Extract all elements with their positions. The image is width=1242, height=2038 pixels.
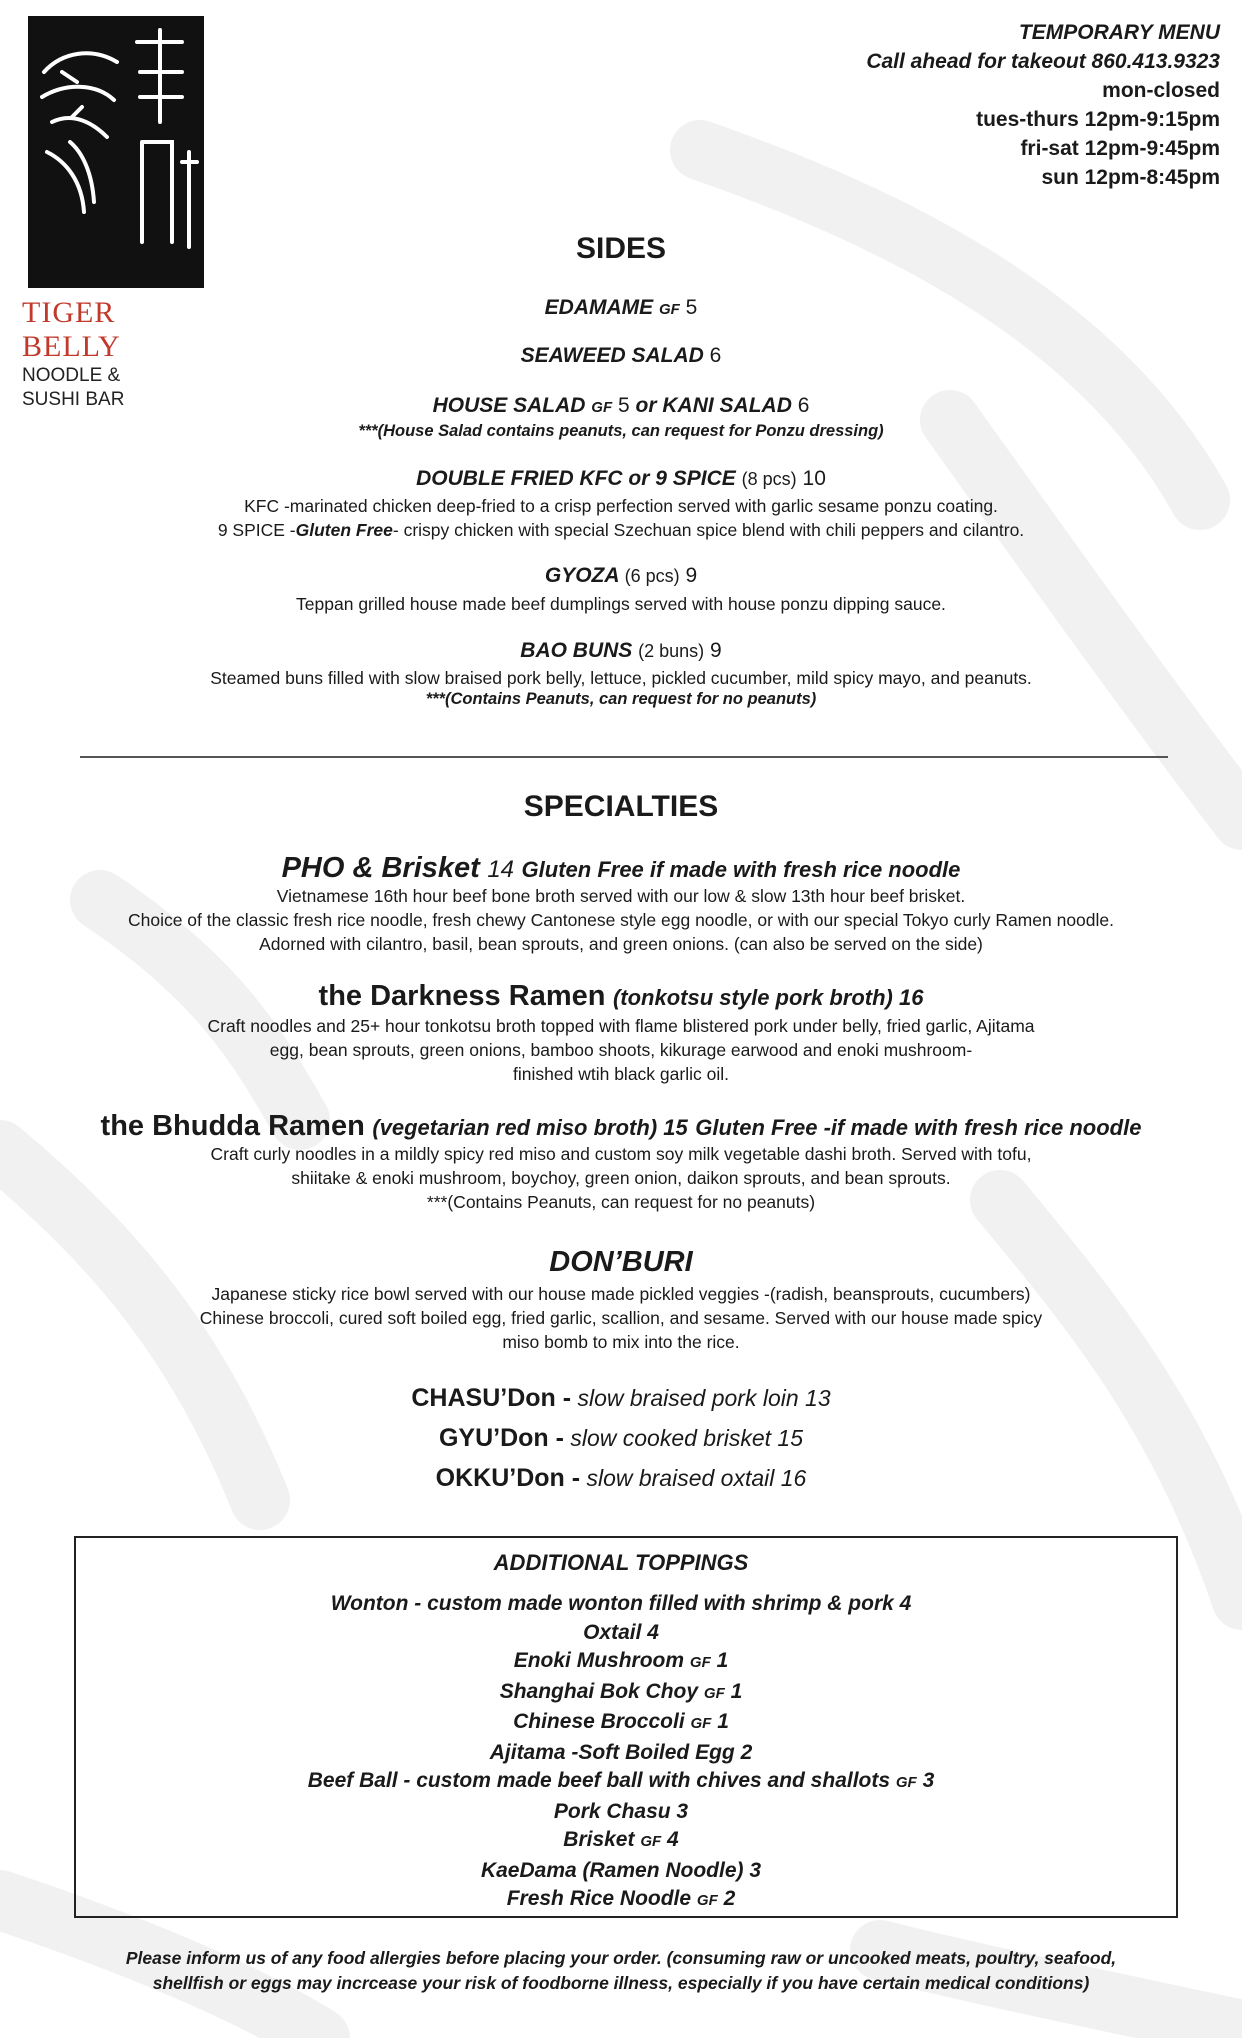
donburi-option: [0, 1384, 1242, 1413]
topping-item: [0, 1767, 1242, 1798]
topping-price: 1: [730, 1679, 743, 1703]
item-subtitle: (vegetarian red miso broth) 15: [372, 1115, 688, 1140]
topping-text: Brisket: [563, 1828, 635, 1851]
item-description: Craft curly noodles in a mildly spicy red miso and custom soy milk vegetable dashi broth. Served with tofu,: [210, 1144, 1032, 1164]
item-description: shiitake & enoki mushroom, boychoy, green onion, daikon sprouts, and bean sprouts.: [291, 1168, 951, 1188]
item-subtitle: (tonkotsu style pork broth) 16: [612, 985, 924, 1010]
donburi-option: [0, 1464, 1242, 1493]
item-description: Japanese sticky rice bowl served with our house made pickled veggies -(radish, beansprouts, cucumbers): [211, 1284, 1031, 1304]
footer-line: shellfish or eggs may incrcease your risk of foodborne illness, especially if you have certain medical conditions): [152, 1973, 1090, 1993]
topping-text: Pork Chasu 3: [553, 1799, 689, 1823]
topping-item: [0, 1619, 1242, 1648]
topping-price: 3: [922, 1769, 935, 1792]
item-name: GYU’Don -: [438, 1424, 564, 1452]
item-price: 6: [797, 394, 810, 417]
topping-text: Shanghai Bok Choy: [499, 1679, 699, 1703]
topping-item: [0, 1647, 1242, 1678]
item-description: Choice of the classic fresh rice noodle, fresh chewy Cantonese style egg noodle, or with our special Tokyo curly Ramen noodle.: [127, 910, 1115, 930]
topping-price: 1: [717, 1710, 729, 1733]
item-description: Craft noodles and 25+ hour tonkotsu broth topped with flame blistered pork under belly, fried garlic, Ajitama: [207, 1016, 1035, 1036]
allergy-note: ***(Contains Peanuts, can request for no peanuts): [425, 690, 817, 708]
item-qty: (8 pcs): [741, 469, 797, 489]
takeout-phone: Call ahead for takeout 860.413.9323: [866, 50, 1220, 73]
menu-item-pho: [0, 852, 1242, 885]
item-price: 9: [685, 564, 698, 587]
section-divider: [80, 756, 1168, 758]
topping-item: [0, 1857, 1242, 1886]
desc-part: - crispy chicken with special Szechuan spice blend with chili peppers and cilantro.: [392, 520, 1025, 540]
menu-item-darkness-ramen: [0, 980, 1242, 1013]
item-description: slow cooked brisket 15: [570, 1425, 804, 1451]
item-qty: (6 pcs): [624, 566, 680, 586]
hours-line: tues-thurs 12pm-9:15pm: [976, 108, 1220, 131]
hours-block: [866, 18, 1220, 192]
item-price: 9: [710, 639, 722, 662]
gf-badge: GF: [658, 301, 680, 318]
gf-badge: GF: [591, 399, 613, 416]
menu-item-gyoza: [0, 564, 1242, 588]
item-description: KFC -marinated chicken deep-fried to a crisp perfection served with garlic sesame ponzu coating.: [244, 496, 998, 516]
sides-heading: SIDES: [575, 232, 667, 265]
topping-text: Beef Ball - custom made beef ball with chives and shallots: [307, 1769, 891, 1792]
or-text: or: [635, 394, 657, 417]
topping-item: [0, 1678, 1242, 1709]
topping-price: 4: [667, 1828, 679, 1851]
item-description: Teppan grilled house made beef dumplings served with house ponzu dipping sauce.: [296, 594, 946, 614]
allergy-note: ***(House Salad contains peanuts, can request for Ponzu dressing): [358, 422, 884, 440]
item-qty: (2 buns): [638, 641, 705, 661]
item-description: ***(Contains Peanuts, can request for no peanuts): [426, 1192, 816, 1212]
item-price: 14: [487, 856, 515, 883]
menu-item-bhudda-ramen: [0, 1110, 1242, 1143]
hours-line: fri-sat 12pm-9:45pm: [1020, 137, 1220, 160]
menu-item-seaweed-salad: [0, 344, 1242, 368]
topping-text: Ajitama -Soft Boiled Egg 2: [489, 1740, 753, 1764]
item-name: DOUBLE FRIED KFC or 9 SPICE: [416, 467, 736, 490]
item-name: EDAMAME: [544, 296, 654, 319]
menu-item-house-salad: [0, 394, 1242, 418]
gf-badge: GF: [895, 1774, 917, 1791]
item-name: CHASU’Don -: [411, 1384, 572, 1412]
gf-badge: GF: [703, 1684, 725, 1702]
menu-notice: TEMPORARY MENU: [1018, 21, 1220, 44]
topping-price: 2: [723, 1887, 736, 1910]
desc-part: 9 SPICE -: [217, 520, 296, 540]
item-price: 10: [802, 467, 826, 490]
topping-price: 1: [716, 1649, 729, 1672]
item-description: finished wtih black garlic oil.: [513, 1064, 729, 1084]
specialties-heading: SPECIALTIES: [523, 790, 719, 823]
item-price: 5: [685, 296, 698, 319]
footer-line: Please inform us of any food allergies before placing your order. (consuming raw or uncooked meats, poultry, seafood,: [125, 1948, 1117, 1968]
topping-text: Oxtail 4: [583, 1620, 659, 1644]
item-name: KANI SALAD: [662, 394, 792, 417]
topping-text: Fresh Rice Noodle: [506, 1887, 692, 1910]
item-price: 5: [617, 394, 630, 417]
item-name: BAO BUNS: [520, 639, 633, 662]
item-name: OKKU’Don -: [435, 1464, 581, 1492]
topping-item: [0, 1590, 1242, 1619]
item-name: GYOZA: [544, 564, 619, 587]
item-description: Adorned with cilantro, basil, bean sprouts, and green onions. (can also be served on the side): [259, 934, 983, 954]
item-description: [0, 518, 1242, 542]
brand-subtitle: NOODLE & SUSHI BAR: [22, 365, 125, 410]
item-name: PHO & Brisket: [281, 852, 480, 884]
desc-gluten-free: Gluten Free: [295, 520, 393, 540]
item-name: DON’BURI: [549, 1246, 693, 1278]
gf-note: Gluten Free if made with fresh rice noodle: [521, 857, 961, 882]
toppings-list: [0, 1590, 1242, 1916]
hours-line: mon-closed: [1102, 79, 1220, 102]
donburi-option: [0, 1424, 1242, 1453]
item-description: slow braised pork loin 13: [577, 1385, 831, 1411]
topping-item: [0, 1739, 1242, 1768]
item-name: SEAWEED SALAD: [520, 344, 704, 367]
item-name: HOUSE SALAD: [432, 394, 586, 417]
gf-note: Gluten Free -if made with fresh rice noodle: [695, 1115, 1142, 1140]
item-price: 6: [709, 344, 722, 367]
menu-item-donburi: [0, 1246, 1242, 1279]
item-description: egg, bean sprouts, green onions, bamboo shoots, kikurage earwood and enoki mushroom-: [269, 1040, 973, 1060]
item-description: Vietnamese 16th hour beef bone broth served with our low & slow 13th hour beef brisket.: [276, 886, 966, 906]
item-description: Steamed buns filled with slow braised pork belly, lettuce, pickled cucumber, mild spicy mayo, and peanuts.: [210, 668, 1032, 688]
gf-badge: GF: [690, 1715, 712, 1732]
toppings-heading: ADDITIONAL TOPPINGS: [493, 1550, 749, 1575]
brand-name: TIGER BELLY: [22, 296, 121, 363]
allergy-footer: [0, 1946, 1242, 1996]
topping-text: Enoki Mushroom: [513, 1649, 685, 1672]
topping-item: [0, 1798, 1242, 1827]
menu-item-kfc: [0, 467, 1242, 491]
menu-item-edamame: [0, 296, 1242, 320]
gf-badge: GF: [640, 1833, 662, 1850]
topping-item: [0, 1885, 1242, 1916]
topping-text: KaeDama (Ramen Noodle) 3: [480, 1858, 762, 1882]
gf-badge: GF: [689, 1654, 711, 1671]
menu-item-bao-buns: [0, 639, 1242, 663]
item-description: miso bomb to mix into the rice.: [502, 1332, 740, 1352]
topping-item: [0, 1708, 1242, 1739]
gf-badge: GF: [696, 1892, 718, 1909]
topping-text: Wonton - custom made wonton filled with shrimp & pork 4: [330, 1592, 912, 1615]
item-name: the Darkness Ramen: [318, 980, 606, 1012]
topping-text: Chinese Broccoli: [513, 1710, 685, 1733]
item-description: Chinese broccoli, cured soft boiled egg, fried garlic, scallion, and sesame. Served with our house made spicy: [199, 1308, 1043, 1328]
item-description: slow braised oxtail 16: [586, 1465, 807, 1491]
topping-item: [0, 1826, 1242, 1857]
item-name: the Bhudda Ramen: [100, 1110, 365, 1142]
hours-line: sun 12pm-8:45pm: [1041, 166, 1220, 189]
